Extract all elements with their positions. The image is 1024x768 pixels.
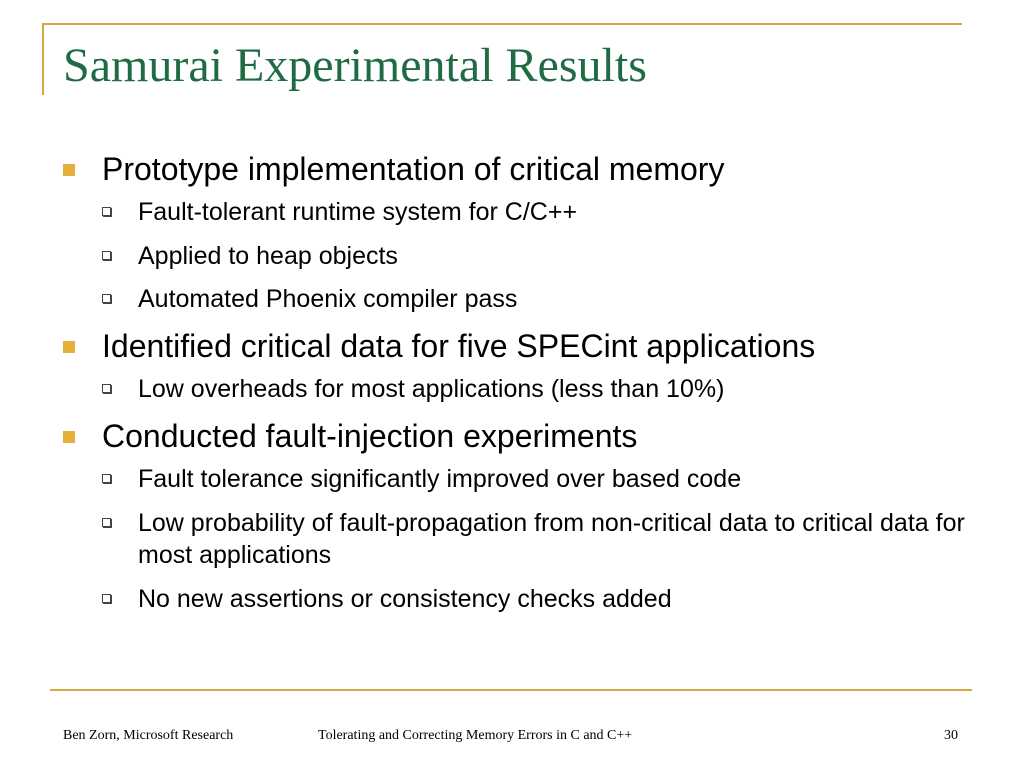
bullet-text: Identified critical data for five SPECint applications bbox=[102, 327, 816, 364]
sub-bullet-item bbox=[60, 240, 980, 273]
sub-bullet-item bbox=[60, 583, 980, 616]
bullet-text: Conducted fault-injection experiments bbox=[102, 417, 638, 454]
sub-bullet-text: Automated Phoenix compiler pass bbox=[138, 285, 518, 314]
sub-bullet-text: Low probability of fault-propagation from non-critical data to critical data for most applications bbox=[138, 508, 965, 570]
slide-title: Samurai Experimental Results bbox=[63, 39, 647, 92]
sub-bullet-text: Fault tolerance significantly improved over based code bbox=[138, 465, 742, 494]
footer-divider-line bbox=[50, 689, 972, 691]
bullet-item bbox=[60, 417, 980, 455]
hollow-square-bullet-icon bbox=[102, 518, 111, 527]
sub-bullet-item bbox=[60, 283, 980, 316]
footer-author: Ben Zorn, Microsoft Research bbox=[63, 728, 234, 743]
hollow-square-bullet-icon bbox=[102, 474, 111, 483]
sub-bullet-item bbox=[60, 463, 980, 496]
sub-bullet-item bbox=[60, 373, 980, 406]
square-bullet-icon bbox=[63, 164, 75, 176]
bullet-text: Prototype implementation of critical memory bbox=[102, 151, 725, 187]
footer-talk-title: Tolerating and Correcting Memory Errors in C and C++ bbox=[318, 728, 633, 743]
hollow-square-bullet-icon bbox=[102, 251, 111, 260]
sub-bullet-text: Fault-tolerant runtime system for C/C++ bbox=[138, 198, 578, 227]
sub-bullet-item bbox=[60, 507, 980, 572]
square-bullet-icon bbox=[63, 431, 75, 443]
hollow-square-bullet-icon bbox=[102, 594, 111, 603]
page-number: 30 bbox=[944, 728, 958, 743]
sub-bullet-text: Applied to heap objects bbox=[138, 241, 398, 270]
square-bullet-icon bbox=[63, 341, 75, 353]
hollow-square-bullet-icon bbox=[102, 294, 111, 303]
sub-bullet-text: Low overheads for most applications (less than 10%) bbox=[138, 375, 725, 404]
frame-left-line bbox=[42, 23, 44, 95]
hollow-square-bullet-icon bbox=[102, 207, 111, 216]
frame-top-line bbox=[42, 23, 962, 25]
sub-bullet-text: No new assertions or consistency checks added bbox=[138, 584, 672, 613]
bullet-item bbox=[60, 150, 980, 188]
bullet-list bbox=[60, 150, 980, 626]
sub-bullet-item bbox=[60, 196, 980, 229]
bullet-item bbox=[60, 327, 980, 365]
hollow-square-bullet-icon bbox=[102, 384, 111, 393]
